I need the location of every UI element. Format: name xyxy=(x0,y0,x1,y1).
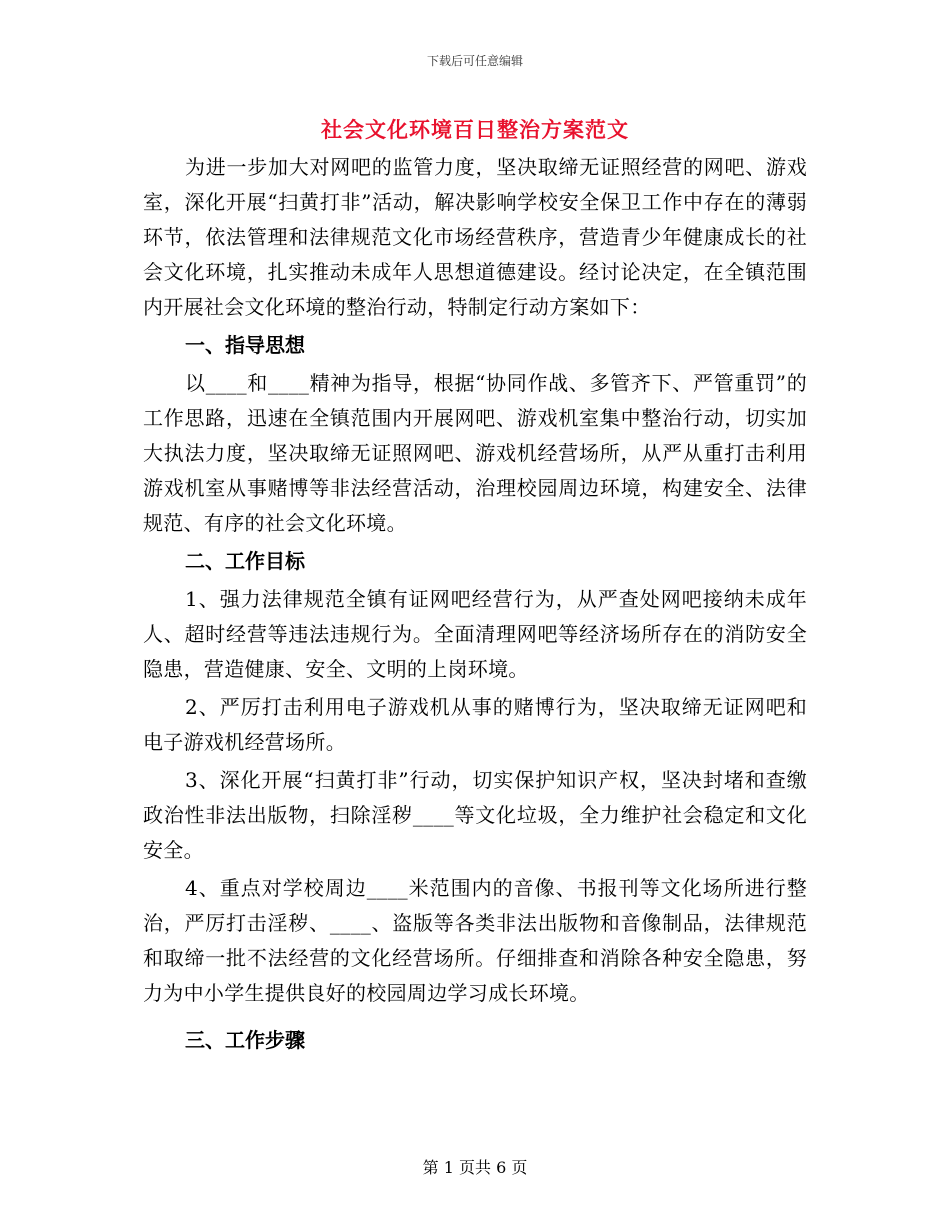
header-note: 下载后可任意编辑 xyxy=(426,54,523,68)
goal-item-2: 2、严厉打击利用电子游戏机从事的赌博行为，坚决取缔无证网吧和电子游戏机经营场所。 xyxy=(143,695,807,754)
section-heading-guiding-ideology: 一、指导思想 xyxy=(185,333,305,357)
page-number-footer: 第 1 页共 6 页 xyxy=(422,1158,528,1177)
document-title: 社会文化环境百日整治方案范文 xyxy=(321,118,629,142)
goal-item-3: 3、深化开展“扫黄打非”行动，切实保护知识产权，坚决封堵和查缴政治性非法出版物，扫除淫秽____等文化垃圾，全力维护社会稳定和文化安全。 xyxy=(143,768,807,862)
goal-item-4: 4、重点对学校周边____米范围内的音像、书报刊等文化场所进行整治，严厉打击淫秽、____、盗版等各类非法出版物和音像制品，法律规范和取缔一批不法经营的文化经营场所。仔细排查和消除各种安全隐患，努力为中小学生提供良好的校园周边学习成长环境。 xyxy=(143,876,807,1005)
document-body xyxy=(143,150,807,1061)
section-heading-work-goals: 二、工作目标 xyxy=(185,549,305,573)
goal-item-1: 1、强力法律规范全镇有证网吧经营行为，从严查处网吧接纳未成年人、超时经营等违法违规行为。全面清理网吧等经济场所存在的消防安全隐患，营造健康、安全、文明的上岗环境。 xyxy=(143,587,807,681)
guiding-ideology-paragraph: 以____和____精神为指导，根据“协同作战、多管齐下、严管重罚”的工作思路，迅速在全镇范围内开展网吧、游戏机室集中整治行动，切实加大执法力度，坚决取缔无证照网吧、游戏机经营场所，从严从重打击利用游戏机室从事赌博等非法经营活动，治理校园周边环境，构建安全、法律规范、有序的社会文化环境。 xyxy=(143,371,807,535)
section-heading-work-steps: 三、工作步骤 xyxy=(185,1028,305,1052)
intro-paragraph: 为进一步加大对网吧的监管力度，坚决取缔无证照经营的网吧、游戏室，深化开展“扫黄打非”活动，解决影响学校安全保卫工作中存在的薄弱环节，依法管理和法律规范文化市场经营秩序，营造青少年健康成长的社会文化环境，扎实推动未成年人思想道德建设。经讨论决定，在全镇范围内开展社会文化环境的整治行动，特制定行动方案如下： xyxy=(143,155,807,319)
